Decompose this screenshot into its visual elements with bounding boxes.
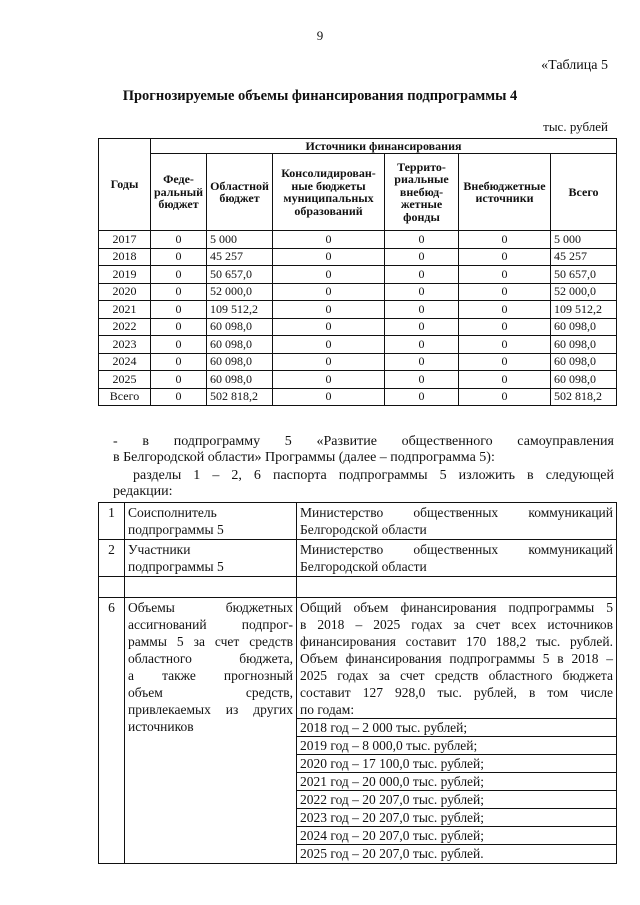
value-line: Белгородской области [300, 559, 427, 574]
table-cell: 60 098,0 [551, 353, 617, 371]
table-cell: 0 [273, 231, 385, 249]
table-cell: 0 [151, 318, 207, 336]
table-cell: 2019 [99, 266, 151, 284]
doc-title: Прогнозируемые объемы финансирования подпрограммы 4 [122, 88, 518, 104]
table-cell: 0 [385, 231, 459, 249]
group-header: Источники финансирования [151, 139, 617, 154]
table-cell: 0 [459, 266, 551, 284]
label-line: Объемы бюджетных [128, 600, 293, 615]
table-cell: 0 [151, 371, 207, 389]
table-cell: 0 [385, 336, 459, 354]
table-cell: 0 [459, 318, 551, 336]
col-territorial-funds: Террито-риальные внебюд-жетные фонды [385, 154, 459, 231]
value-line: Министерство общественных коммуникаций [300, 505, 613, 520]
value-line: Общий объем финансирования подпрограммы 5 [300, 600, 613, 615]
table-cell: 45 257 [207, 248, 273, 266]
table-row [99, 301, 617, 319]
paragraph-1: - в подпрограмму 5 «Развитие общественного самоуправления [113, 434, 614, 449]
year-line: 2019 год – 8 000,0 тыс. рублей; [297, 736, 616, 754]
row-label [125, 540, 297, 577]
value-line: по годам: [300, 702, 355, 717]
table-cell: 0 [459, 388, 551, 406]
table-cell: 0 [385, 371, 459, 389]
value-line: Белгородской области [300, 522, 427, 537]
passport-gap [99, 577, 617, 598]
label-line: подпрограммы 5 [128, 522, 224, 537]
table-cell: 2023 [99, 336, 151, 354]
col-total: Всего [551, 154, 617, 231]
table-cell: 0 [459, 248, 551, 266]
label-line: привлекаемых из других [128, 702, 293, 717]
passport-row-6 [99, 598, 617, 864]
table-cell: 0 [459, 336, 551, 354]
table-cell: 2022 [99, 318, 151, 336]
table-cell: 502 818,2 [207, 388, 273, 406]
col-municipal: Консолидирован-ные бюджеты муниципальных образований [273, 154, 385, 231]
row-value [297, 598, 617, 864]
table-cell: 5 000 [207, 231, 273, 249]
col-federal: Феде-ральный бюджет [151, 154, 207, 231]
table-cell: 0 [273, 248, 385, 266]
table-cell: 0 [385, 353, 459, 371]
table-row [99, 371, 617, 389]
table-row [99, 318, 617, 336]
table-cell: 0 [273, 353, 385, 371]
table-cell: 52 000,0 [207, 283, 273, 301]
table-cell: 2021 [99, 301, 151, 319]
table-cell: 0 [459, 353, 551, 371]
year-line: 2025 год – 20 207,0 тыс. рублей. [297, 844, 616, 862]
year-line: 2023 год – 20 207,0 тыс. рублей; [297, 808, 616, 826]
label-line: Соисполнитель [128, 505, 217, 520]
table-cell: 60 098,0 [551, 336, 617, 354]
table-cell: 45 257 [551, 248, 617, 266]
table-cell: 0 [459, 231, 551, 249]
label-line: источников [128, 719, 194, 734]
year-line: 2021 год – 20 000,0 тыс. рублей; [297, 772, 616, 790]
row-number: 2 [99, 540, 125, 577]
label-line: Участники [128, 542, 191, 557]
year-line: 2024 год – 20 207,0 тыс. рублей; [297, 826, 616, 844]
table-cell: 60 098,0 [207, 336, 273, 354]
row-number: 6 [99, 598, 125, 864]
table-cell: 2025 [99, 371, 151, 389]
page-number: 9 [316, 28, 324, 43]
label-line: объем средств, [128, 685, 293, 700]
table-cell: 0 [151, 336, 207, 354]
table-cell: 0 [385, 283, 459, 301]
table-cell: 0 [385, 318, 459, 336]
passport-row-1 [99, 503, 617, 540]
table-cell: 52 000,0 [551, 283, 617, 301]
row-value [297, 540, 617, 577]
year-line: 2020 год – 17 100,0 тыс. рублей; [297, 754, 616, 772]
col-years: Годы [99, 139, 151, 231]
table-cell: 0 [385, 388, 459, 406]
table-cell: 60 098,0 [551, 371, 617, 389]
table-cell: 2018 [99, 248, 151, 266]
paragraph-1-cont: в Белгородской области» Программы (далее – подпрограмма 5): [113, 450, 495, 465]
year-line: 2018 год – 2 000 тыс. рублей; [297, 718, 616, 736]
value-line: финансирования составит 170 188,2 тыс. рублей. [300, 634, 613, 649]
label-line: областного бюджета, [128, 651, 293, 666]
col-regional: Областной бюджет [207, 154, 273, 231]
table-cell: 502 818,2 [551, 388, 617, 406]
table-cell: 0 [459, 371, 551, 389]
label-line: а также прогнозный [128, 668, 293, 683]
table-cell: 60 098,0 [207, 353, 273, 371]
table-row [99, 353, 617, 371]
passport-row-2 [99, 540, 617, 577]
table-cell: 0 [151, 266, 207, 284]
table-row [99, 388, 617, 406]
table-cell: 5 000 [551, 231, 617, 249]
table-cell: Всего [99, 388, 151, 406]
col-extrabudget: Внебюджетные источники [459, 154, 551, 231]
table-cell: 0 [151, 248, 207, 266]
label-line: раммы 5 за счет средств [128, 634, 293, 649]
table-cell: 50 657,0 [207, 266, 273, 284]
table-cell: 109 512,2 [551, 301, 617, 319]
row-label [125, 598, 297, 864]
table-cell: 0 [459, 301, 551, 319]
value-line: 2025 годах за счет средств областного бюджета [300, 668, 613, 683]
table-cell: 2024 [99, 353, 151, 371]
table-cell: 0 [385, 266, 459, 284]
table-cell: 0 [151, 388, 207, 406]
label-line: подпрограммы 5 [128, 559, 224, 574]
table-cell: 60 098,0 [207, 318, 273, 336]
paragraph-2: разделы 1 – 2, 6 паспорта подпрограммы 5 изложить в следующей [133, 468, 614, 483]
table-row [99, 231, 617, 249]
table-cell: 0 [151, 283, 207, 301]
row-number: 1 [99, 503, 125, 540]
value-line: составит 127 928,0 тыс. рублей, в том числе [300, 685, 613, 700]
table-cell: 0 [151, 353, 207, 371]
table-cell: 0 [273, 301, 385, 319]
row-label [125, 503, 297, 540]
table-cell: 60 098,0 [551, 318, 617, 336]
table-row [99, 266, 617, 284]
table-cell: 0 [273, 336, 385, 354]
table-row [99, 248, 617, 266]
table-cell: 50 657,0 [551, 266, 617, 284]
table-row [99, 283, 617, 301]
label-line: ассигнований подпрог- [128, 617, 293, 632]
row-value [297, 503, 617, 540]
table-cell: 0 [385, 301, 459, 319]
table-tag: «Таблица 5 [541, 58, 608, 73]
table-cell: 0 [273, 388, 385, 406]
table-cell: 60 098,0 [207, 371, 273, 389]
paragraph-2-cont: редакции: [113, 484, 173, 499]
year-line: 2022 год – 20 207,0 тыс. рублей; [297, 790, 616, 808]
units-label: тыс. рублей [543, 119, 608, 134]
table-row [99, 336, 617, 354]
table-cell: 2020 [99, 283, 151, 301]
table-cell: 0 [151, 301, 207, 319]
financing-table [98, 138, 617, 406]
value-line: Объем финансирования подпрограммы 5 в 2018 – [300, 651, 613, 666]
passport-table [98, 502, 617, 864]
table-cell: 0 [273, 371, 385, 389]
value-line: в 2018 – 2025 годах за счет всех источников [300, 617, 613, 632]
table-cell: 0 [273, 283, 385, 301]
table-cell: 0 [151, 231, 207, 249]
table-cell: 0 [273, 266, 385, 284]
table-cell: 2017 [99, 231, 151, 249]
table-cell: 0 [459, 283, 551, 301]
value-line: Министерство общественных коммуникаций [300, 542, 613, 557]
table-cell: 0 [273, 318, 385, 336]
table-cell: 0 [385, 248, 459, 266]
table-cell: 109 512,2 [207, 301, 273, 319]
